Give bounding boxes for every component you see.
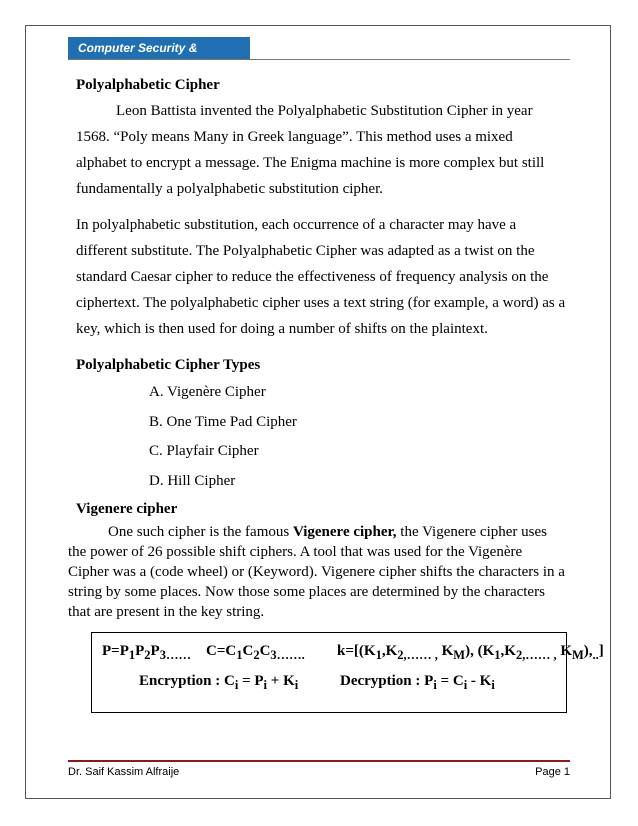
paragraph-vigenere	[68, 522, 566, 622]
paragraph-substitution: In polyalphabetic substitution, each occurrence of a character may have a different substitute. The Polyalphabetic Cipher was adapted as a twist on the standard Caesar cipher to reduce the effectiveness of frequency analysis on the ciphertext. The polyalphabetic cipher uses a text string (for example, a word) as a key, which is then used for doing a number of shifts on the plaintext.	[76, 217, 566, 337]
formula-decryption: Decryption : $P_i = C_i - K_i$	[340, 673, 495, 692]
page-content	[68, 72, 566, 622]
text-span: One such cipher is the famous	[108, 524, 293, 540]
list-item: D. Hill Cipher	[149, 472, 236, 489]
formula-box	[91, 632, 604, 713]
footer-author: Dr. Saif Kassim Alfraije	[68, 766, 180, 778]
text-span: the Vigenere cipher uses the power of 26 possible shift ciphers. A tool that was used for the Vigenère Cipher was a (code wheel) or (Keyword). Vigenere cipher shifts the characters in a string by some places. Now those some places are determined by the characters that are present in the key string.	[68, 524, 565, 620]
formula-encryption: Encryption : $C_i = P_i + K_i$	[139, 673, 299, 692]
header-rule	[68, 59, 570, 60]
list-item: C. Playfair Cipher	[149, 443, 259, 459]
footer-rule	[68, 760, 570, 762]
list-item: B. One Time Pad Cipher	[149, 413, 297, 430]
list-item: A. Vigenère Cipher	[149, 384, 266, 400]
cipher-types-list	[76, 378, 566, 496]
header-title: Computer Security & Networks	[68, 37, 250, 59]
section-heading-polyalphabetic: Polyalphabetic Cipher	[76, 77, 220, 93]
section-heading-vigenere: Vigenere cipher	[76, 501, 178, 517]
formula-plaintext: $P=P_1P_2P_{3\dots\dots}$	[102, 643, 191, 662]
footer-page-number: Page 1	[535, 766, 570, 778]
bold-term: Vigenere cipher,	[292, 524, 397, 540]
formula-key: $k=[(K_1,K_{2,\dots\dots ,}$ $K_M$), ($K_1,K_{2,\dots\dots ,}$ $K_M),_{..}$]	[337, 643, 604, 662]
paragraph-intro: Leon Battista invented the Polyalphabetic Substitution Cipher in year 1568. “Poly means Many in Greek language”. This method uses a mixed alphabet to encrypt a message. The Enigma machine is more complex but still fundamentally a polyalphabetic substitution cipher.	[76, 103, 545, 197]
formula-ciphertext: $C=C_1C_2C_{3\dots\dots.}$	[206, 643, 305, 662]
section-heading-types: Polyalphabetic Cipher Types	[76, 357, 261, 373]
